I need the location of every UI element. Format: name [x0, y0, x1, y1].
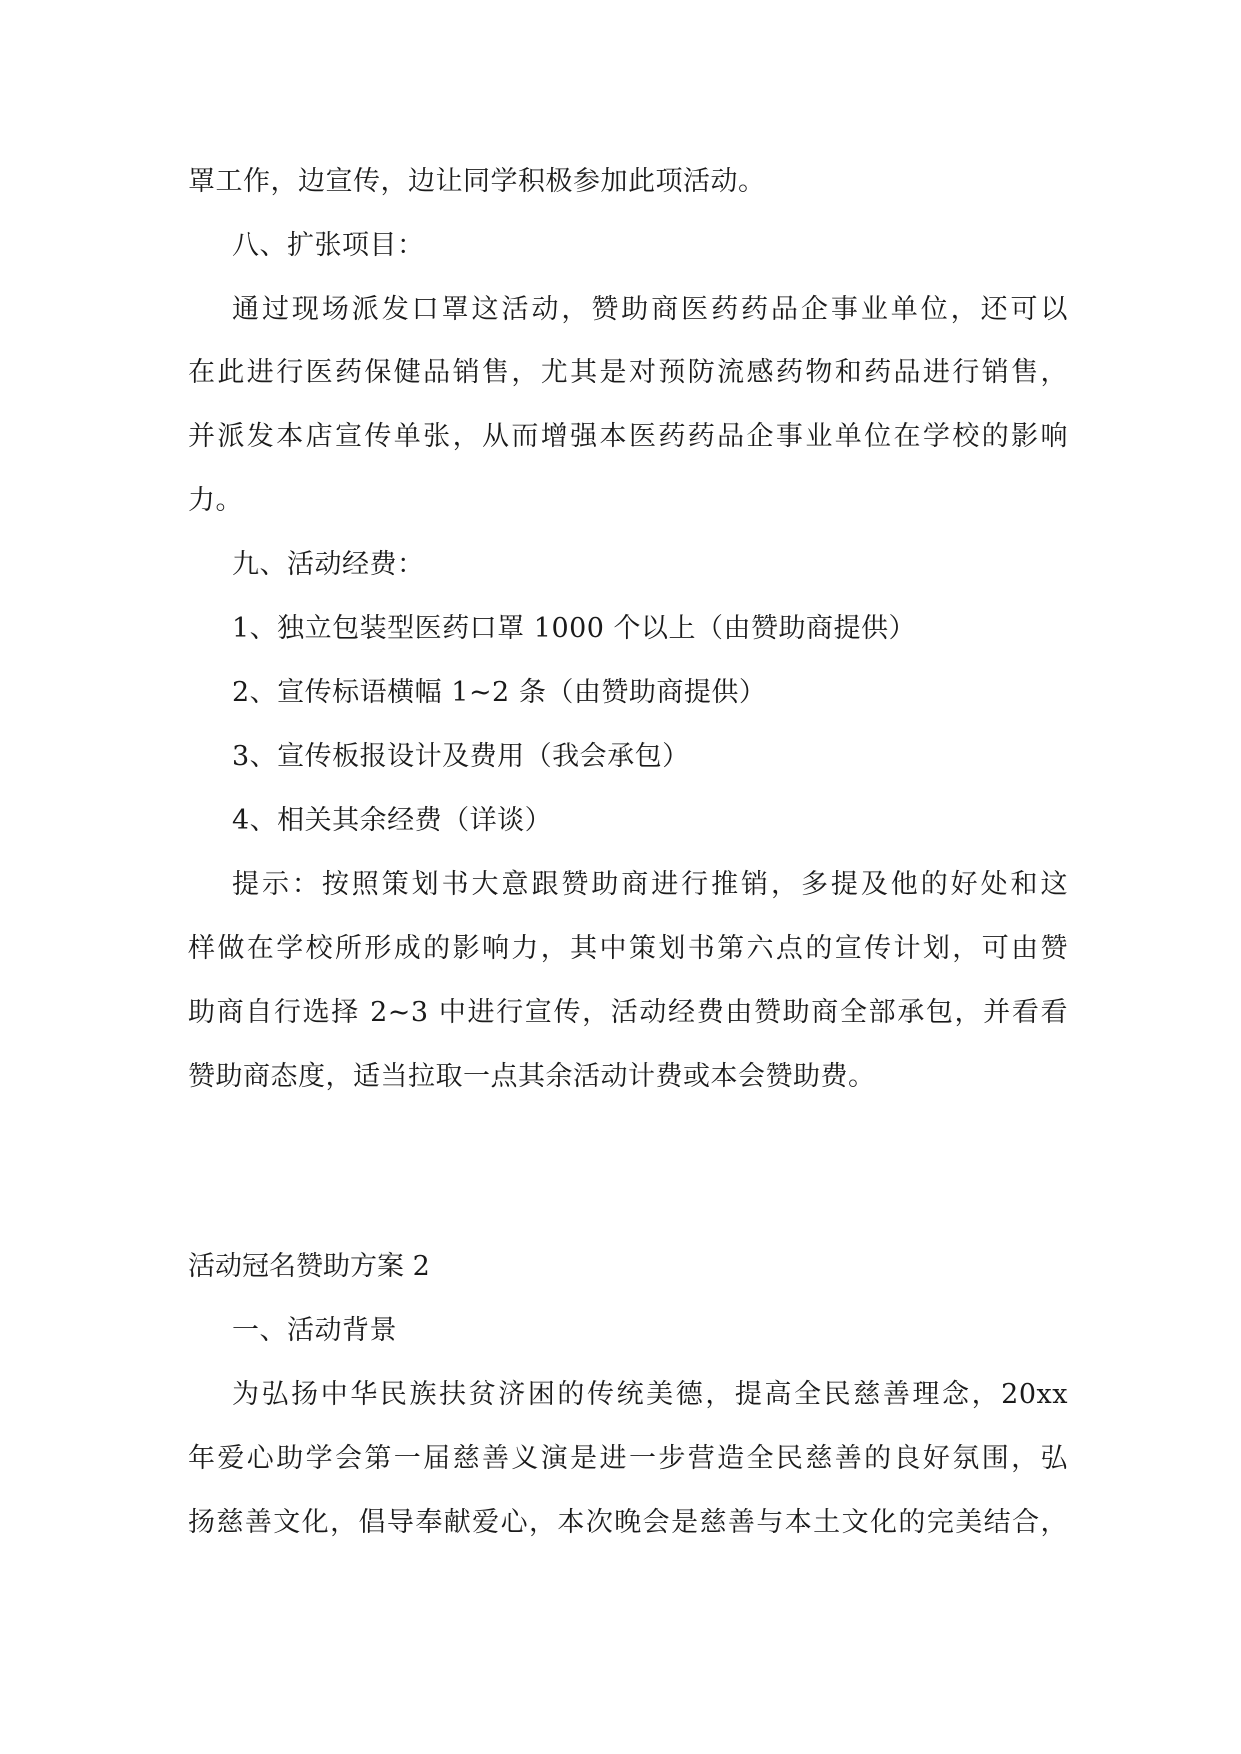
paragraph-line: 年爱心助学会第一届慈善义演是进一步营造全民慈善的良好氛围，弘 — [188, 1443, 1068, 1474]
tip-paragraph-line: 样做在学校所形成的影响力，其中策划书第六点的宣传计划，可由赞 — [188, 933, 1068, 964]
budget-item: 1、独立包装型医药口罩 1000 个以上（由赞助商提供） — [232, 613, 917, 644]
tip-paragraph-line: 提示：按照策划书大意跟赞助商进行推销，多提及他的好处和这 — [232, 869, 1068, 900]
budget-item: 3、宣传板报设计及费用（我会承包） — [232, 741, 690, 772]
paragraph-line: 为弘扬中华民族扶贫济困的传统美德，提高全民慈善理念，20xx — [232, 1379, 1068, 1410]
paragraph-line: 在此进行医药保健品销售，尤其是对预防流感药物和药品进行销售， — [188, 357, 1068, 388]
paragraph-line: 扬慈善文化，倡导奉献爱心，本次晚会是慈善与本土文化的完美结合， — [188, 1507, 1068, 1538]
paragraph-line: 力。 — [188, 485, 243, 516]
tip-paragraph-line: 助商自行选择 2~3 中进行宣传，活动经费由赞助商全部承包，并看看 — [188, 997, 1068, 1028]
tip-paragraph-line: 赞助商态度，适当拉取一点其余活动计费或本会赞助费。 — [188, 1061, 876, 1092]
budget-item: 4、相关其余经费（详谈） — [232, 805, 553, 836]
section-heading-background: 一、活动背景 — [232, 1315, 397, 1346]
paragraph-line: 并派发本店宣传单张，从而增强本医药药品企事业单位在学校的影响 — [188, 421, 1068, 452]
document-title: 活动冠名赞助方案 2 — [188, 1251, 430, 1282]
paragraph-line: 罩工作，边宣传，边让同学积极参加此项活动。 — [188, 166, 766, 197]
budget-item: 2、宣传标语横幅 1~2 条（由赞助商提供） — [232, 677, 767, 708]
paragraph-line: 通过现场派发口罩这活动，赞助商医药药品企事业单位，还可以 — [232, 294, 1068, 325]
section-heading-expansion: 八、扩张项目： — [232, 230, 425, 261]
section-heading-budget: 九、活动经费： — [232, 549, 425, 580]
